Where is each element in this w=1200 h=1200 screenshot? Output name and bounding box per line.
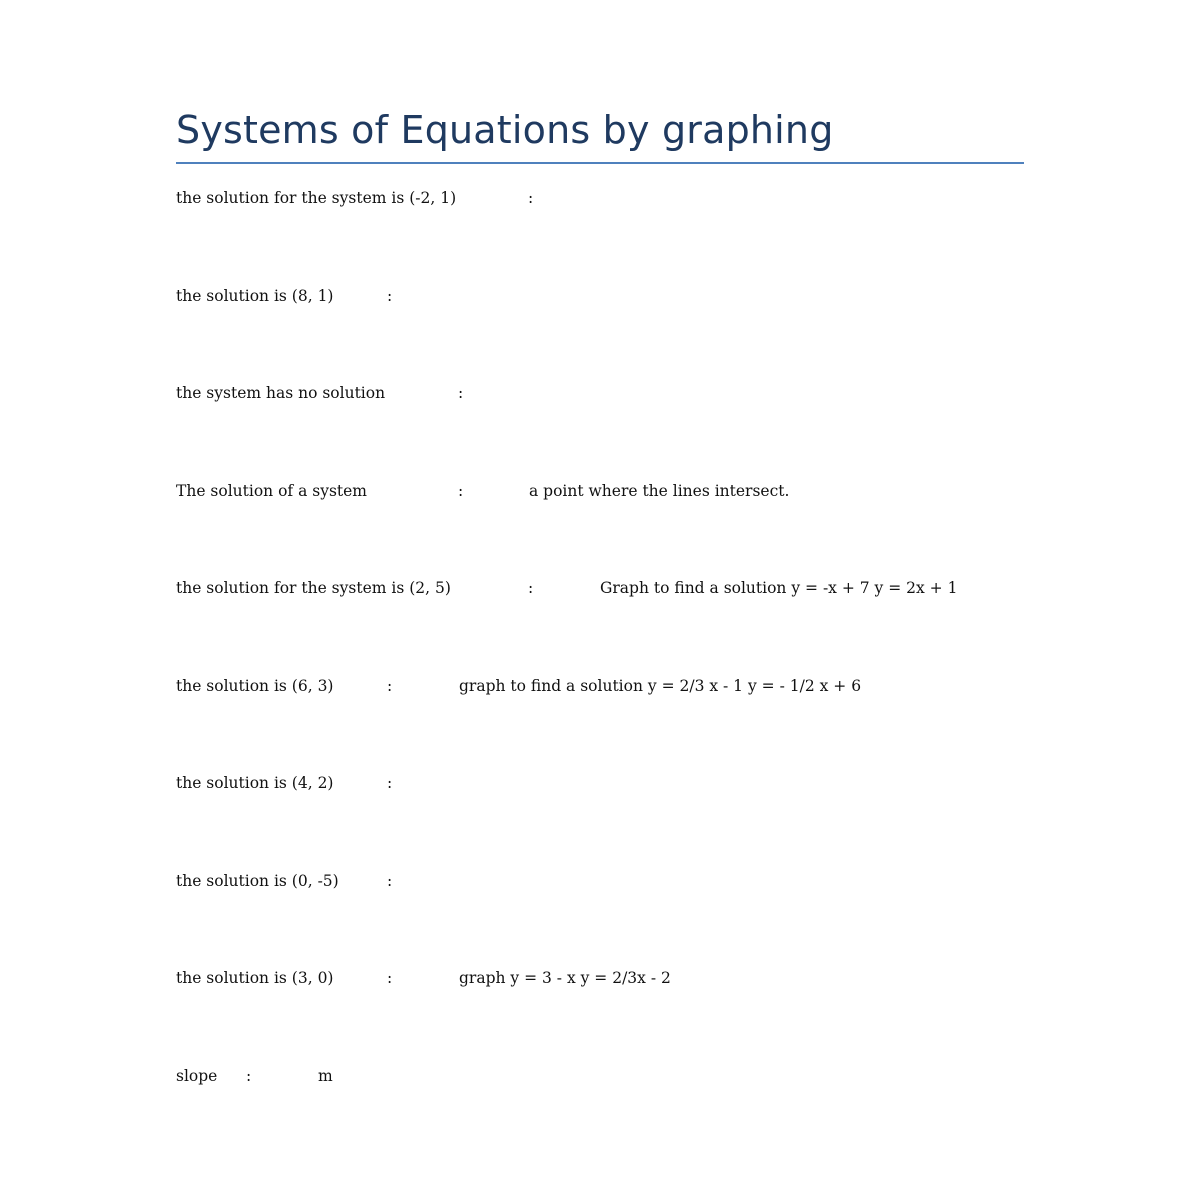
card-row <box>0 479 1200 503</box>
card-term: the solution for the system is (-2, 1) <box>176 189 457 207</box>
card-term: the solution is (0, -5) <box>176 872 339 890</box>
card-term: the solution is (6, 3) <box>176 677 334 695</box>
page-title: Systems of Equations by graphing <box>176 108 834 152</box>
card-definition: Graph to find a solution y = -x + 7 y = 2x + 1 <box>600 579 958 597</box>
card-row <box>0 284 1200 308</box>
card-definition: m <box>318 1067 333 1085</box>
card-term: the solution for the system is (2, 5) <box>176 579 451 597</box>
card-definition: graph y = 3 - x y = 2/3x - 2 <box>459 969 671 987</box>
card-row <box>0 771 1200 795</box>
card-separator: : <box>246 1067 252 1085</box>
card-row <box>0 674 1200 698</box>
card-term: the solution is (8, 1) <box>176 287 334 305</box>
card-row <box>0 576 1200 600</box>
card-definition: graph to find a solution y = 2/3 x - 1 y = - 1/2 x + 6 <box>459 677 862 695</box>
card-separator: : <box>528 579 534 597</box>
card-term: the solution is (3, 0) <box>176 969 334 987</box>
card-row <box>0 381 1200 405</box>
card-term: the system has no solution <box>176 384 386 402</box>
card-row <box>0 186 1200 210</box>
card-separator: : <box>387 969 393 987</box>
card-separator: : <box>528 189 534 207</box>
card-separator: : <box>387 774 393 792</box>
card-separator: : <box>387 677 393 695</box>
card-separator: : <box>458 482 464 500</box>
card-row <box>0 966 1200 990</box>
card-row <box>0 1064 1200 1088</box>
card-separator: : <box>458 384 464 402</box>
card-definition: a point where the lines intersect. <box>529 482 790 500</box>
card-separator: : <box>387 872 393 890</box>
card-term: slope <box>176 1067 218 1085</box>
card-term: the solution is (4, 2) <box>176 774 334 792</box>
card-separator: : <box>387 287 393 305</box>
title-underline <box>176 162 1024 164</box>
card-term: The solution of a system <box>176 482 368 500</box>
card-row <box>0 869 1200 893</box>
